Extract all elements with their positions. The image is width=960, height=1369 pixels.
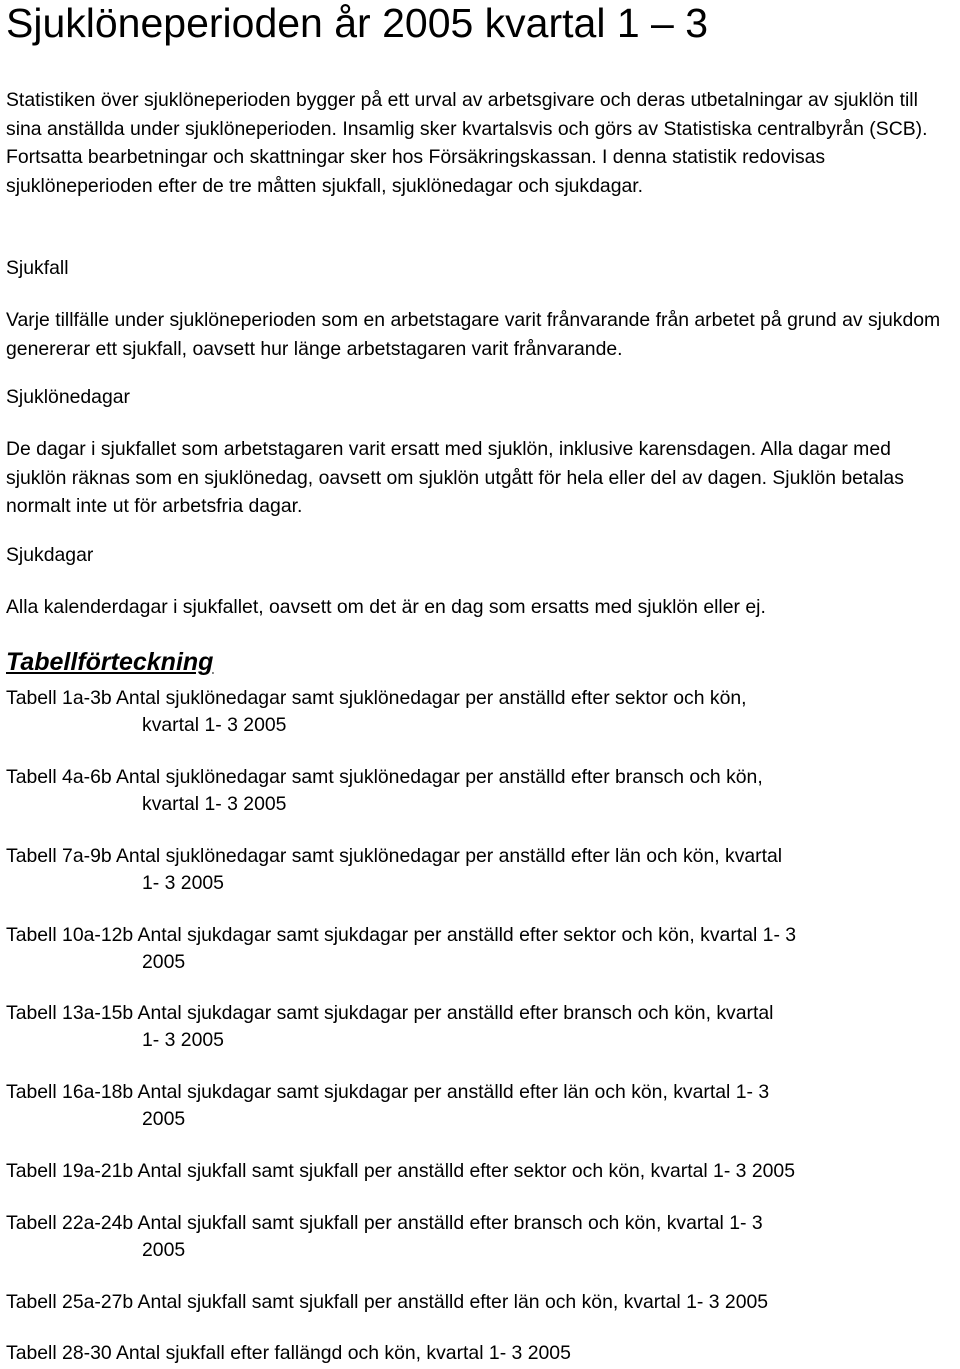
toc-item [6, 1289, 956, 1316]
toc-item [6, 1340, 956, 1367]
definition-heading-sjukfall: Sjukfall [6, 257, 69, 279]
toc-item-id: Tabell 28-30 [6, 1342, 112, 1364]
definition-text-sjukdagar: Alla kalenderdagar i sjukfallet, oavsett om det är en dag som ersatts med sjuklön eller ej. [6, 596, 766, 618]
toc-heading: Tabellförteckning [6, 648, 214, 676]
toc-item-description: Antal sjukfall samt sjukfall per anställd efter län och kön, kvartal 1- 3 2005 [137, 1291, 769, 1313]
toc-item [6, 1210, 956, 1264]
toc-item-id: Tabell 25a-27b [6, 1291, 134, 1313]
toc-item-description: Antal sjukfall samt sjukfall per anställd efter sektor och kön, kvartal 1- 3 2005 [137, 1160, 795, 1182]
toc-item-description: Antal sjukdagar samt sjukdagar per anställd efter sektor och kön, kvartal 1- 3 [137, 924, 797, 946]
definition-heading-sjuklonedagar: Sjuklönedagar [6, 386, 130, 408]
toc-item-id: Tabell 1a-3b [6, 687, 112, 709]
toc-item-id: Tabell 7a-9b [6, 845, 112, 867]
toc-item [6, 843, 956, 897]
toc-item [6, 922, 956, 976]
toc-item-description: Antal sjukfall samt sjukfall per anställd efter bransch och kön, kvartal 1- 3 [137, 1212, 763, 1234]
toc-item-description: Antal sjukdagar samt sjukdagar per anställd efter bransch och kön, kvartal [137, 1002, 774, 1024]
toc-item-description: Antal sjuklönedagar samt sjuklönedagar per anställd efter bransch och kön, [115, 766, 763, 788]
toc-item [6, 1000, 956, 1054]
toc-item-continuation: 2005 [142, 1108, 186, 1130]
toc-item-id: Tabell 22a-24b [6, 1212, 134, 1234]
toc-item-id: Tabell 4a-6b [6, 766, 112, 788]
toc-item-id: Tabell 13a-15b [6, 1002, 134, 1024]
toc-item-continuation: kvartal 1- 3 2005 [142, 793, 287, 815]
toc-item [6, 1158, 956, 1185]
toc-item [6, 764, 956, 818]
definition-text-sjuklonedagar: De dagar i sjukfallet som arbetstagaren varit ersatt med sjuklön, inklusive karensdagen. Alla dagar med sjuklön räknas som en sjuklönedag, oavsett om sjuklön utgått för hela eller del av dagen. Sjuklön betalas normalt inte ut för arbetsfria dagar. [6, 438, 904, 517]
toc-item-description: Antal sjuklönedagar samt sjuklönedagar per anställd efter län och kön, kvartal [115, 845, 783, 867]
definition-text-sjukfall: Varje tillfälle under sjuklöneperioden som en arbetstagare varit frånvarande från arbetet på grund av sjukdom genererar ett sjukfall, oavsett hur länge arbetstagaren varit frånvarande. [6, 309, 941, 360]
toc-item-continuation: 2005 [142, 1239, 186, 1261]
toc-item-continuation: 2005 [142, 951, 186, 973]
intro-paragraph: Statistiken över sjuklöneperioden bygger på ett urval av arbetsgivare och deras utbetalningar av sjuklön till sina anställda under sjuklöneperioden. Insamlig sker kvartalsvis och görs av Statistiska centralbyrån (SCB). Fortsatta bearbetningar och skattningar sker hos Försäkringskassan. I denna statistik redovisas sjuklöneperioden efter de tre måtten sjukfall, sjuklönedagar och sjukdagar. [6, 89, 928, 197]
toc-item [6, 685, 956, 739]
toc-item-continuation: 1- 3 2005 [142, 1029, 224, 1051]
page-title: Sjuklöneperioden år 2005 kvartal 1 – 3 [6, 0, 709, 46]
toc-item-id: Tabell 19a-21b [6, 1160, 134, 1182]
toc-item-continuation: kvartal 1- 3 2005 [142, 714, 287, 736]
toc-item-id: Tabell 16a-18b [6, 1081, 134, 1103]
toc-item-continuation: 1- 3 2005 [142, 872, 224, 894]
definition-heading-sjukdagar: Sjukdagar [6, 544, 94, 566]
toc-item-id: Tabell 10a-12b [6, 924, 134, 946]
toc-item [6, 1079, 956, 1133]
toc-item-description: Antal sjukdagar samt sjukdagar per anställd efter län och kön, kvartal 1- 3 [137, 1081, 770, 1103]
toc-item-description: Antal sjukfall efter fallängd och kön, kvartal 1- 3 2005 [115, 1342, 571, 1364]
toc-item-description: Antal sjuklönedagar samt sjuklönedagar per anställd efter sektor och kön, [115, 687, 747, 709]
